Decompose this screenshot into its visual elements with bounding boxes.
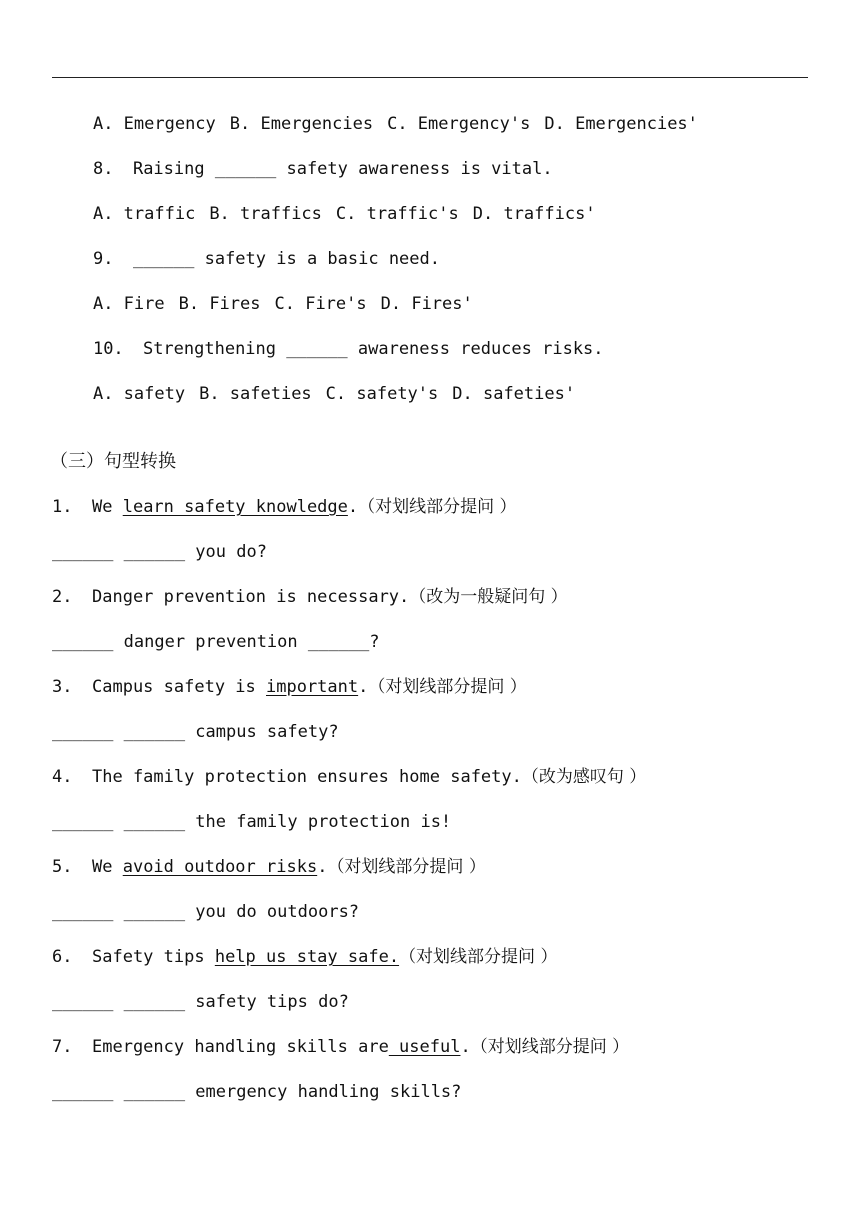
item-number: 7. xyxy=(52,1037,73,1057)
item-text: Safety tips xyxy=(92,947,215,967)
question-number: 8. xyxy=(92,159,114,179)
option: C. safety's xyxy=(325,384,439,404)
underlined-text: help us stay safe. xyxy=(214,947,400,967)
item-text: Danger prevention is necessary. xyxy=(92,587,410,607)
option: C. Fire's xyxy=(274,294,367,314)
item-text-end: . xyxy=(347,497,359,517)
option: C. Emergency's xyxy=(387,114,531,134)
option: D. safeties' xyxy=(452,384,576,404)
item-number: 6. xyxy=(52,947,73,967)
item-hint: （改为感叹句 ） xyxy=(521,767,647,787)
answer-line-7: ______ ______ emergency handling skills? xyxy=(52,1082,462,1102)
option: D. traffics' xyxy=(472,204,596,224)
transform-item-7 xyxy=(52,1036,629,1058)
item-hint: （对划线部分提问 ） xyxy=(399,947,558,967)
transform-item-1 xyxy=(52,496,517,518)
q10-options xyxy=(52,361,575,427)
answer-line-2: ______ danger prevention ______? xyxy=(52,632,380,652)
question-number: 9. xyxy=(92,249,114,269)
answer-line-5: ______ ______ you do outdoors? xyxy=(52,902,360,922)
section-heading: （三）句型转换 xyxy=(50,451,176,472)
option: A. Emergency xyxy=(92,114,216,134)
underlined-text: learn safety knowledge xyxy=(122,497,348,517)
item-hint: （对划线部分提问 ） xyxy=(470,1037,630,1057)
option: A. Fire xyxy=(92,294,165,314)
item-text-end: . xyxy=(358,677,369,697)
underlined-text: avoid outdoor risks xyxy=(122,857,318,877)
answer-line-3: ______ ______ campus safety? xyxy=(52,722,339,742)
item-text: Campus safety is xyxy=(92,677,266,697)
option: A. safety xyxy=(92,384,186,404)
item-number: 1. xyxy=(52,497,73,517)
item-text: We xyxy=(92,497,123,517)
item-number: 5. xyxy=(52,857,73,877)
question-text: Strengthening ______ awareness reduces risks. xyxy=(142,339,604,359)
option: D. Emergencies' xyxy=(544,114,698,134)
item-hint: （对划线部分提问 ） xyxy=(327,857,486,877)
item-text: The family protection ensures home safety. xyxy=(92,767,522,787)
item-hint: （对划线部分提问 ） xyxy=(358,497,517,517)
transform-item-2 xyxy=(52,586,568,608)
option: B. traffics xyxy=(209,204,322,224)
item-hint: （对划线部分提问 ） xyxy=(368,677,527,697)
answer-line-1: ______ ______ you do? xyxy=(52,542,267,562)
item-number: 3. xyxy=(52,677,73,697)
item-text-end: . xyxy=(460,1037,471,1057)
option: B. Emergencies xyxy=(229,114,374,134)
option: B. safeties xyxy=(199,384,312,404)
underlined-text: useful xyxy=(388,1037,461,1057)
option: B. Fires xyxy=(178,294,261,314)
transform-item-3 xyxy=(52,676,527,698)
item-hint: （改为一般疑问句 ） xyxy=(409,587,568,607)
question-text: ______ safety is a basic need. xyxy=(132,249,440,269)
option: A. traffic xyxy=(92,204,196,224)
item-text: We xyxy=(92,857,123,877)
item-text-end: . xyxy=(317,857,328,877)
question-text: Raising ______ safety awareness is vital. xyxy=(132,159,553,179)
answer-line-4: ______ ______ the family protection is! xyxy=(52,812,452,832)
underlined-text: important xyxy=(266,677,359,697)
item-number: 2. xyxy=(52,587,73,607)
top-rule xyxy=(52,77,808,78)
item-number: 4. xyxy=(52,767,73,787)
option: C. traffic's xyxy=(335,204,459,224)
answer-line-6: ______ ______ safety tips do? xyxy=(52,992,349,1012)
item-text: Emergency handling skills are xyxy=(92,1037,389,1057)
question-number: 10. xyxy=(92,339,124,359)
transform-item-4 xyxy=(52,766,646,788)
option: D. Fires' xyxy=(380,294,473,314)
transform-item-5 xyxy=(52,856,486,878)
transform-item-6 xyxy=(52,946,557,968)
